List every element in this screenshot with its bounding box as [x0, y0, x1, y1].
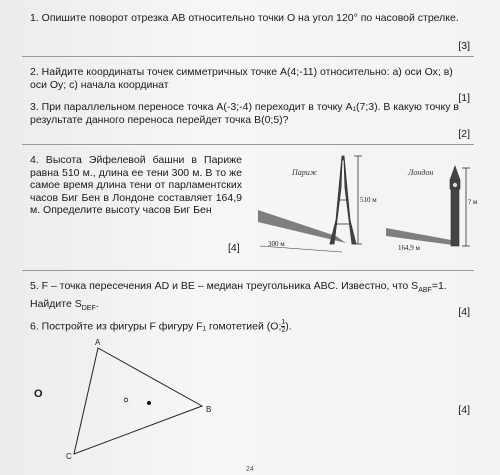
task-5-points: [4]	[458, 306, 470, 318]
task-1	[30, 12, 470, 25]
task-2-points: [1]	[458, 92, 470, 104]
vertex-b-label: B	[206, 405, 212, 414]
solid-point	[147, 401, 151, 405]
task-2	[30, 66, 470, 91]
paris-shadow-label: 300 м	[268, 240, 285, 248]
divider	[22, 144, 474, 145]
vertex-c-label: C	[66, 452, 72, 461]
london-height-label: ? м	[468, 198, 478, 206]
task-3	[30, 101, 470, 126]
task-3-text: 3. При параллельном переносе точка А(-3;-4) переходит в точку А₁(7;3). В какую точку в результате данного переноса перейдет точка В(0;5)?	[30, 101, 459, 126]
divider	[22, 270, 474, 271]
task-2-text: 2. Найдите координаты точек симметричных точке А(4;-11) относительно: а) оси Ох; в) оси Оу; с) начала координат	[30, 66, 453, 91]
task-1-text: 1. Опишите поворот отрезка АВ относительно точки О на угол 120° по часовой стрелке.	[30, 12, 459, 24]
paris-height-label: 510 м	[360, 196, 377, 204]
task-6-text: 6. Постройте из фигуры F фигуру F₁ гомотетией (O;	[30, 320, 282, 333]
task-5-sub-abf: ABF	[418, 287, 432, 295]
london-shadow-label: 164,9 м	[398, 244, 420, 252]
divider	[22, 56, 474, 57]
task-1-points: [3]	[458, 40, 470, 52]
task-6-points: [4]	[458, 404, 470, 416]
eiffel-tower-icon	[330, 156, 356, 244]
task-5-sub-def: DEF	[81, 304, 96, 312]
task-3-points: [2]	[458, 128, 470, 140]
bigben-tower-icon	[450, 166, 460, 246]
triangle-figure	[60, 340, 220, 464]
page-number: 24	[246, 466, 254, 473]
task-4	[30, 154, 242, 217]
task-5-end: .	[95, 297, 99, 310]
hollow-point	[124, 398, 128, 402]
vertex-a-label: A	[95, 338, 101, 347]
task-5-tail: =1. Найдите S	[30, 280, 447, 310]
task-4-text: 4. Высота Эйфелевой башни в Париже равна 510 м., длина ее тени 300 м. В то же самое время длина тени от парламентских часов Биг Бен в Лондоне составляет 164,9 м. Определите высоту часов Биг Бен	[30, 154, 242, 216]
fraction-denominator: 2	[281, 327, 286, 334]
task-4-points: [4]	[228, 242, 240, 254]
paris-label: Париж	[292, 168, 318, 177]
task-6	[30, 319, 470, 334]
triangle-f	[74, 348, 202, 454]
center-o-label: O	[34, 388, 43, 400]
london-label: Лондон	[408, 168, 434, 177]
fraction-numerator: 1	[281, 319, 286, 326]
task-5	[30, 280, 470, 315]
task-5-text: 5. F – точка пересечения AD и BE – медиан треугольника ABC. Известно, что S	[30, 280, 419, 292]
task-6-end: ).	[285, 320, 292, 333]
